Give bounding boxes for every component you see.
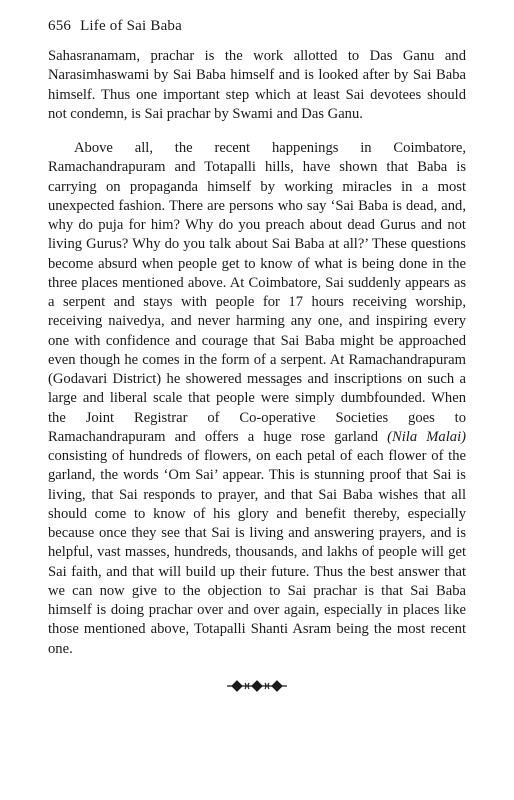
paragraph-2-text-b: consisting of hundreds of flowers, on each petal of each flower of the garland, the words ‘Om Sai’ appear. This is stunning proof that Sai is living, that Sai responds to prayer, and that Sai Baba wishes that all should come to know of his glory and benefit thereby, especially because once they see that Sai is living and answering prayers, and is helpful, vast masses, hundreds, thousands, and lakhs of people will get Sai faith, and that will build up their future. Thus the best answer that we can now give to the objection to Sai prachar is that Sai Baba himself is doing prachar over and over again, especially in places like those mentioned above, Totapalli Shanti Asram being the most recent one. bbox=[48, 448, 466, 657]
section-end-ornament-icon bbox=[225, 679, 289, 693]
running-head bbox=[48, 17, 466, 35]
nila-malai-italic: (Nila Malai) bbox=[387, 428, 466, 445]
running-title: Life of Sai Baba bbox=[80, 18, 182, 34]
page-number: 656 bbox=[48, 18, 72, 34]
section-end-ornament bbox=[48, 679, 466, 693]
paragraph-1: Sahasranamam, prachar is the work allotted to Das Ganu and Narasimhaswami by Sai Baba himself and is looked after by Sai Baba himself. Thus one important step which at least Sai devotees should not condemn, is Sai prachar by Swami and Das Ganu. bbox=[48, 48, 466, 122]
paragraph-2-text-a: Above all, the recent happenings in Coimbatore, Ramachandrapuram and Totapalli hills, have shown that Baba is carrying on propaganda himself by working miracles in a most unexpected fashion. There are persons who say ‘Sai Baba is dead, and, why do puja for him? Why do you preach about dead Gurus and not living Gurus? Why do you talk about Sai Baba at all?’ These questions become absurd when people get to know of what is being done in the three places mentioned above. At Coimbatore, Sai suddenly appears as a serpent and stays with people for 17 hours receiving worship, receiving naivedya, and never harming any one, and inspiring every one with confidence and courage that Sai Baba might be approached even though he comes in the form of a serpent. At Ramachandrapuram (Godavari District) he showered messages and inscriptions on such a large and liberal scale that people were simply dumbfounded. When the Joint Registrar of Co-operative Societies goes to Ramachandrapuram and offers a huge rose garland bbox=[48, 140, 466, 445]
paragraph-2 bbox=[48, 139, 466, 659]
